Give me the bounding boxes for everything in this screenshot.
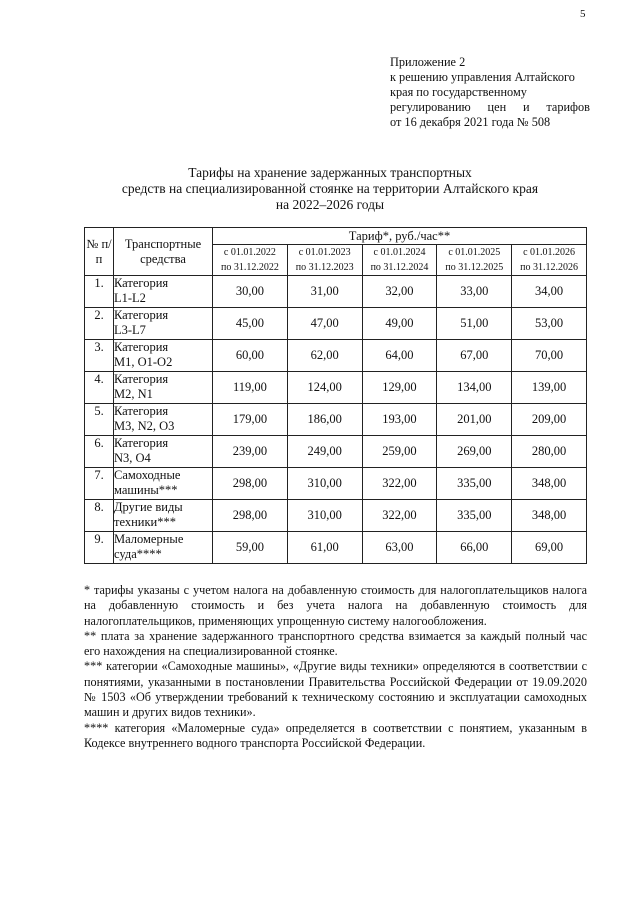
table-row xyxy=(85,404,587,436)
row-number: 6. xyxy=(85,436,114,468)
appendix-header xyxy=(390,55,590,130)
tariff-value: 298,00 xyxy=(213,468,288,500)
period-to: по 31.12.2024 xyxy=(370,262,429,273)
tariff-value: 201,00 xyxy=(437,404,512,436)
vehicle-type-line: M2, N1 xyxy=(114,386,153,401)
header-period xyxy=(437,245,512,276)
header-vehicle-type: Транспортные средства xyxy=(114,228,213,276)
appendix-line: края по государственному xyxy=(390,85,527,99)
tariff-value: 47,00 xyxy=(287,308,362,340)
vehicle-type-line: N3, O4 xyxy=(114,450,151,465)
tariff-value: 348,00 xyxy=(512,468,587,500)
table-row xyxy=(85,372,587,404)
period-from: с 01.01.2022 xyxy=(223,247,276,258)
tariff-value: 63,00 xyxy=(362,532,437,564)
vehicle-type xyxy=(114,500,213,532)
page-number: 5 xyxy=(580,8,586,20)
appendix-line xyxy=(390,100,590,115)
table-row xyxy=(85,532,587,564)
tariff-value: 32,00 xyxy=(362,276,437,308)
tariff-value: 69,00 xyxy=(512,532,587,564)
vehicle-type-line: машины*** xyxy=(114,482,178,497)
footnote: * тарифы указаны с учетом налога на добавленную стоимость для налогоплательщиков налога на добавленную стоимость и без учета налога на добавленную стоимость для налогоплательщиков, применяющих упрощенную систему налогообложения. xyxy=(84,583,587,628)
tariff-value: 70,00 xyxy=(512,340,587,372)
tariff-value: 30,00 xyxy=(213,276,288,308)
vehicle-type xyxy=(114,436,213,468)
tariff-value: 335,00 xyxy=(437,500,512,532)
tariff-value: 259,00 xyxy=(362,436,437,468)
tariff-value: 139,00 xyxy=(512,372,587,404)
tariff-value: 33,00 xyxy=(437,276,512,308)
footnotes xyxy=(84,583,587,751)
tariff-value: 209,00 xyxy=(512,404,587,436)
vehicle-type-line: Категория xyxy=(114,340,169,354)
header-period xyxy=(213,245,288,276)
table-row xyxy=(85,436,587,468)
header-num: № п/п xyxy=(85,228,114,276)
tariff-value: 49,00 xyxy=(362,308,437,340)
vehicle-type-line: Категория xyxy=(114,404,169,418)
tariff-value: 60,00 xyxy=(213,340,288,372)
tariff-value: 45,00 xyxy=(213,308,288,340)
tariff-value: 179,00 xyxy=(213,404,288,436)
tariff-value: 129,00 xyxy=(362,372,437,404)
vehicle-type xyxy=(114,340,213,372)
vehicle-type xyxy=(114,532,213,564)
tariff-value: 67,00 xyxy=(437,340,512,372)
vehicle-type-line: Другие виды xyxy=(114,500,183,514)
tariff-value: 62,00 xyxy=(287,340,362,372)
footnote: *** категории «Самоходные машины», «Другие виды техники» определяются в соответствии с понятиями, указанными в постановлении Правительства Российской Федерации от 19.09.2020 № 1503 «Об утверждении требований к техническому состоянию и эксплуатации самоходных машин и других видов техники». xyxy=(84,659,587,720)
title-line: на 2022–2026 годы xyxy=(275,197,385,212)
vehicle-type xyxy=(114,308,213,340)
period-to: по 31.12.2023 xyxy=(295,262,354,273)
tariff-value: 51,00 xyxy=(437,308,512,340)
vehicle-type xyxy=(114,372,213,404)
row-number: 7. xyxy=(85,468,114,500)
vehicle-type-line: L1-L2 xyxy=(114,290,146,305)
tariff-value: 64,00 xyxy=(362,340,437,372)
table-row xyxy=(85,340,587,372)
period-from: с 01.01.2026 xyxy=(523,247,576,258)
tariff-value: 310,00 xyxy=(287,500,362,532)
title-line: Тарифы на хранение задержанных транспортных xyxy=(188,165,472,180)
vehicle-type-line: Категория xyxy=(114,276,169,290)
footnote: **** категория «Маломерные суда» определяется в соответствии с понятием, указанным в Кодексе внутреннего водного транспорта Российской Федерации. xyxy=(84,720,587,750)
header-tariff: Тариф*, руб./час** xyxy=(213,228,587,245)
vehicle-type-line: техники*** xyxy=(114,514,176,529)
period-to: по 31.12.2026 xyxy=(520,262,579,273)
period-from: с 01.01.2023 xyxy=(298,247,351,258)
appendix-line: к решению управления Алтайского xyxy=(390,70,575,84)
row-number: 2. xyxy=(85,308,114,340)
table-row xyxy=(85,276,587,308)
row-number: 5. xyxy=(85,404,114,436)
tariff-table xyxy=(84,227,587,564)
tariff-value: 119,00 xyxy=(213,372,288,404)
period-to: по 31.12.2022 xyxy=(220,262,279,273)
tariff-value: 335,00 xyxy=(437,468,512,500)
tariff-value: 186,00 xyxy=(287,404,362,436)
vehicle-type-line: Категория xyxy=(114,308,169,322)
tariff-value: 298,00 xyxy=(213,500,288,532)
title-line: средств на специализированной стоянке на территории Алтайского края xyxy=(121,181,539,196)
tariff-value: 124,00 xyxy=(287,372,362,404)
period-from: с 01.01.2024 xyxy=(373,247,426,258)
vehicle-type-line: Категория xyxy=(114,372,169,386)
appendix-line: от 16 декабря 2021 года № 508 xyxy=(390,115,551,129)
appendix-word: и xyxy=(522,100,530,114)
row-number: 4. xyxy=(85,372,114,404)
table-row xyxy=(85,500,587,532)
vehicle-type-line: Самоходные xyxy=(114,468,181,482)
document-title xyxy=(110,165,550,213)
vehicle-type-line: M1, O1-O2 xyxy=(114,354,173,369)
vehicle-type xyxy=(114,276,213,308)
tariff-value: 31,00 xyxy=(287,276,362,308)
tariff-value: 249,00 xyxy=(287,436,362,468)
tariff-value: 66,00 xyxy=(437,532,512,564)
tariff-value: 280,00 xyxy=(512,436,587,468)
appendix-line: Приложение 2 xyxy=(390,55,466,69)
tariff-value: 59,00 xyxy=(213,532,288,564)
tariff-value: 61,00 xyxy=(287,532,362,564)
vehicle-type-line: суда**** xyxy=(114,546,162,561)
row-number: 1. xyxy=(85,276,114,308)
vehicle-type xyxy=(114,468,213,500)
tariff-value: 53,00 xyxy=(512,308,587,340)
row-number: 9. xyxy=(85,532,114,564)
table-row xyxy=(85,308,587,340)
footnote: ** плата за хранение задержанного транспортного средства взимается за каждый полный час его нахождения на специализированной стоянке. xyxy=(84,628,587,659)
tariff-value: 34,00 xyxy=(512,276,587,308)
vehicle-type xyxy=(114,404,213,436)
tariff-value: 193,00 xyxy=(362,404,437,436)
row-number: 3. xyxy=(85,340,114,372)
tariff-value: 239,00 xyxy=(213,436,288,468)
vehicle-type-line: Категория xyxy=(114,436,169,450)
appendix-word: регулированию xyxy=(390,100,471,114)
period-from: с 01.01.2025 xyxy=(448,247,501,258)
row-number: 8. xyxy=(85,500,114,532)
tariff-value: 134,00 xyxy=(437,372,512,404)
vehicle-type-line: Маломерные xyxy=(114,532,184,546)
appendix-word: цен xyxy=(487,100,507,114)
tariff-value: 322,00 xyxy=(362,468,437,500)
tariff-value: 269,00 xyxy=(437,436,512,468)
table-row xyxy=(85,468,587,500)
header-period xyxy=(362,245,437,276)
appendix-word: тарифов xyxy=(546,100,590,114)
tariff-value: 322,00 xyxy=(362,500,437,532)
header-period xyxy=(512,245,587,276)
vehicle-type-line: M3, N2, O3 xyxy=(114,418,175,433)
tariff-value: 348,00 xyxy=(512,500,587,532)
vehicle-type-line: L3-L7 xyxy=(114,322,146,337)
header-period xyxy=(287,245,362,276)
period-to: по 31.12.2025 xyxy=(445,262,504,273)
tariff-value: 310,00 xyxy=(287,468,362,500)
